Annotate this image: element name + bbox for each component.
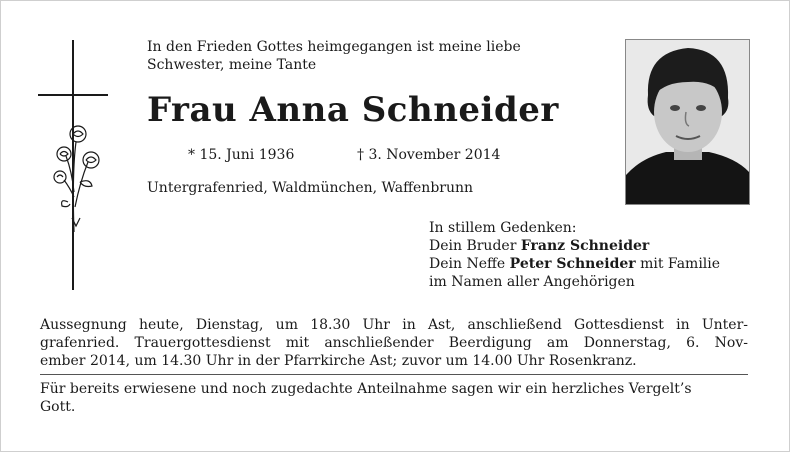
brother-name: Franz Schneider bbox=[520, 238, 650, 254]
portrait-image bbox=[626, 40, 749, 204]
death-date: † 3. November 2014 bbox=[357, 147, 501, 163]
service-line: grafenried. Trauergottesdienst mit anschließender Beerdigung am Donnerstag, 6. Nov- bbox=[40, 335, 748, 351]
thanks-line: Gott. bbox=[40, 399, 76, 415]
brother-prefix: Dein Bruder bbox=[429, 238, 521, 254]
nephew-suffix: mit Familie bbox=[635, 256, 721, 272]
birth-date: * 15. Juni 1936 bbox=[188, 147, 295, 163]
thanks-paragraph bbox=[40, 380, 748, 416]
deceased-name: Frau Anna Schneider bbox=[147, 90, 559, 130]
nephew-prefix: Dein Neffe bbox=[429, 256, 510, 272]
all-relatives: im Namen aller Angehörigen bbox=[429, 274, 635, 290]
intro-line: Schwester, meine Tante bbox=[147, 57, 317, 73]
nephew-name: Peter Schneider bbox=[509, 256, 636, 272]
mourners-block bbox=[429, 219, 720, 291]
cross-horizontal-bar bbox=[38, 94, 108, 96]
portrait-photo bbox=[625, 39, 750, 205]
intro-line: In den Frieden Gottes heimgegangen ist meine liebe bbox=[147, 39, 521, 55]
thanks-line: Für bereits erwiesene und noch zugedachte Anteilnahme sagen wir ein herzliches Vergelt’s bbox=[40, 381, 692, 397]
mourner-brother bbox=[429, 237, 720, 255]
divider bbox=[40, 374, 748, 375]
intro-text bbox=[147, 38, 597, 74]
mourner-nephew bbox=[429, 255, 720, 273]
service-paragraph bbox=[40, 316, 748, 370]
mourners-heading: In stillem Gedenken: bbox=[429, 220, 577, 236]
roses-icon bbox=[50, 122, 106, 234]
service-line: Aussegnung heute, Dienstag, um 18.30 Uhr in Ast, anschließend Gottesdienst in Unter- bbox=[40, 317, 748, 333]
places-text: Untergrafenried, Waldmünchen, Waffenbrunn bbox=[147, 180, 474, 196]
service-line: ember 2014, um 14.30 Uhr in der Pfarrkirche Ast; zuvor um 14.00 Uhr Rosenkranz. bbox=[40, 353, 637, 369]
